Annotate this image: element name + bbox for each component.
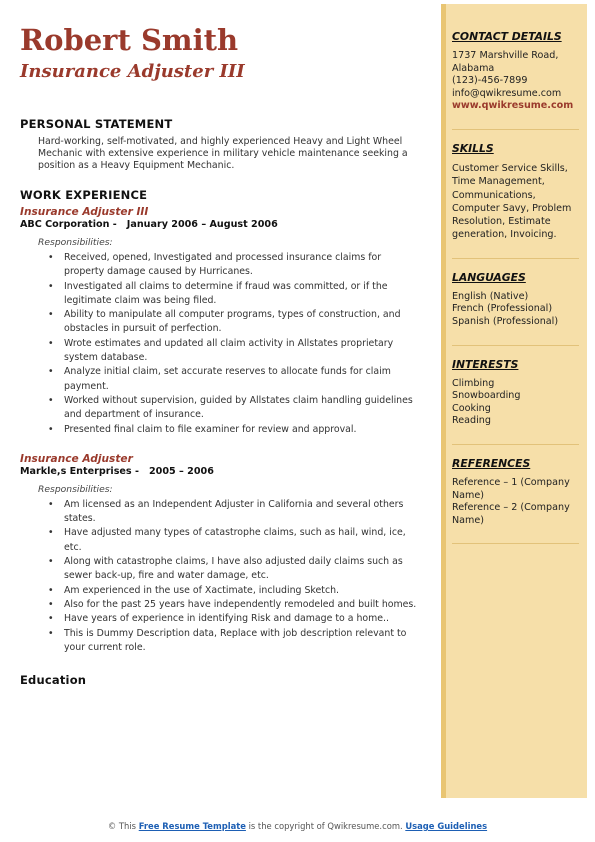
sidebar-divider <box>452 345 579 346</box>
candidate-title: Insurance Adjuster III <box>20 61 245 82</box>
references-heading: REFERENCES <box>452 456 531 470</box>
responsibilities-label: Responsibilities: <box>38 237 113 248</box>
education-section <box>20 673 424 687</box>
sidebar-divider <box>452 444 579 445</box>
list-item: • Am licensed as an Independent Adjuster in California and several others states. <box>57 498 424 527</box>
resume-sidebar <box>441 4 587 798</box>
education-heading: Education <box>20 673 87 688</box>
candidate-name: Robert Smith <box>20 23 239 57</box>
languages-section <box>452 271 579 329</box>
contact-address-state: Alabama <box>452 62 495 74</box>
interest-item: Cooking <box>452 402 491 414</box>
list-item: • Received, opened, Investigated and processed insurance claims for property damage caused by Hurricanes. <box>57 251 424 280</box>
responsibilities-list <box>57 498 424 655</box>
list-item: • Also for the past 25 years have independently remodeled and built homes. <box>57 598 424 612</box>
list-item: • Presented final claim to file examiner for review and approval. <box>57 423 424 437</box>
sidebar-divider <box>452 543 579 544</box>
list-item: • Wrote estimates and updated all claim activity in Allstates proprietary system database. <box>57 337 424 366</box>
contact-heading: CONTACT DETAILS <box>452 30 562 43</box>
interest-item: Snowboarding <box>452 390 521 402</box>
list-item: • Investigated all claims to determine if fraud was committed, or if the legitimate claim was being filed. <box>57 280 424 309</box>
list-item: • Have adjusted many types of catastrophe claims, such as hail, wind, ice, etc. <box>57 526 424 555</box>
language-item: Spanish (Professional) <box>452 315 559 327</box>
list-item: • This is Dummy Description data, Replace with job description relevant to your current role. <box>57 627 424 656</box>
work-experience-section <box>20 188 424 655</box>
contact-details <box>452 50 579 113</box>
job-title: Insurance Adjuster III <box>20 206 149 218</box>
interests-list <box>452 378 579 428</box>
personal-statement-text: Hard-working, self-motivated, and highly experienced Heavy and Light Wheel Mechanic with extensive experience in military vehicle maintenance seeking a position as a Heavy Equipment Mechanic. <box>38 136 408 171</box>
resume-main-column <box>20 22 424 687</box>
list-item: • Am experienced in the use of Xactimate, including Sketch. <box>57 584 424 598</box>
work-experience-heading: WORK EXPERIENCE <box>20 188 148 202</box>
list-item: • Along with catastrophe claims, I have also adjusted daily claims such as sewer back-up, fire and water damage, etc. <box>57 555 424 584</box>
contact-email[interactable]: info@qwikresume.com <box>452 87 562 99</box>
job-entry <box>20 453 424 655</box>
job-company-dates: ABC Corporation - January 2006 – August 2006 <box>20 219 278 230</box>
reference-item: Reference – 1 (Company Name) <box>452 476 570 501</box>
job-title: Insurance Adjuster <box>20 452 133 465</box>
personal-statement-heading: PERSONAL STATEMENT <box>20 117 173 131</box>
interest-item: Reading <box>452 415 491 427</box>
list-item: • Ability to manipulate all computer programs, types of construction, and obstacles in pursuit of perfection. <box>57 308 424 337</box>
contact-phone: (123)-456-7899 <box>452 75 528 87</box>
references-list <box>452 477 579 527</box>
job-company-dates: Markle,s Enterprises - 2005 – 2006 <box>20 465 214 477</box>
skills-section <box>452 142 579 242</box>
list-item: • Worked without supervision, guided by Allstates claim handling guidelines and department of insurance. <box>57 394 424 423</box>
languages-list <box>452 291 579 329</box>
language-item: French (Professional) <box>452 303 553 315</box>
interests-heading: INTERESTS <box>452 357 519 371</box>
responsibilities-list <box>57 251 424 437</box>
languages-heading: LANGUAGES <box>452 270 526 284</box>
copyright-footer <box>0 821 595 831</box>
contact-section <box>452 30 579 113</box>
footer-prefix: © This <box>107 821 139 831</box>
free-resume-template-link[interactable]: Free Resume Template <box>138 821 246 831</box>
skills-text: Customer Service Skills, Time Management, Communications, Computer Savy, Problem Resolution, Estimate generation, Invoicing. <box>452 162 572 241</box>
contact-website-link[interactable]: www.qwikresume.com <box>452 100 574 112</box>
footer-middle: is the copyright of Qwikresume.com. <box>245 821 406 831</box>
reference-item: Reference – 2 (Company Name) <box>452 502 570 526</box>
job-entry <box>20 206 424 437</box>
references-section <box>452 457 579 527</box>
interests-section <box>452 358 579 428</box>
responsibilities-label: Responsibilities: <box>38 483 113 495</box>
interest-item: Climbing <box>452 377 495 389</box>
contact-address-line: 1737 Marshville Road, <box>452 50 559 61</box>
usage-guidelines-link[interactable]: Usage Guidelines <box>405 821 488 831</box>
skills-heading: SKILLS <box>452 141 494 155</box>
sidebar-divider <box>452 129 579 130</box>
language-item: English (Native) <box>452 290 529 302</box>
list-item: • Analyze initial claim, set accurate reserves to allocate funds for claim payment. <box>57 365 424 394</box>
sidebar-divider <box>452 258 579 259</box>
list-item: • Have years of experience in identifying Risk and damage to a home.. <box>57 612 424 626</box>
personal-statement-section <box>20 117 424 172</box>
